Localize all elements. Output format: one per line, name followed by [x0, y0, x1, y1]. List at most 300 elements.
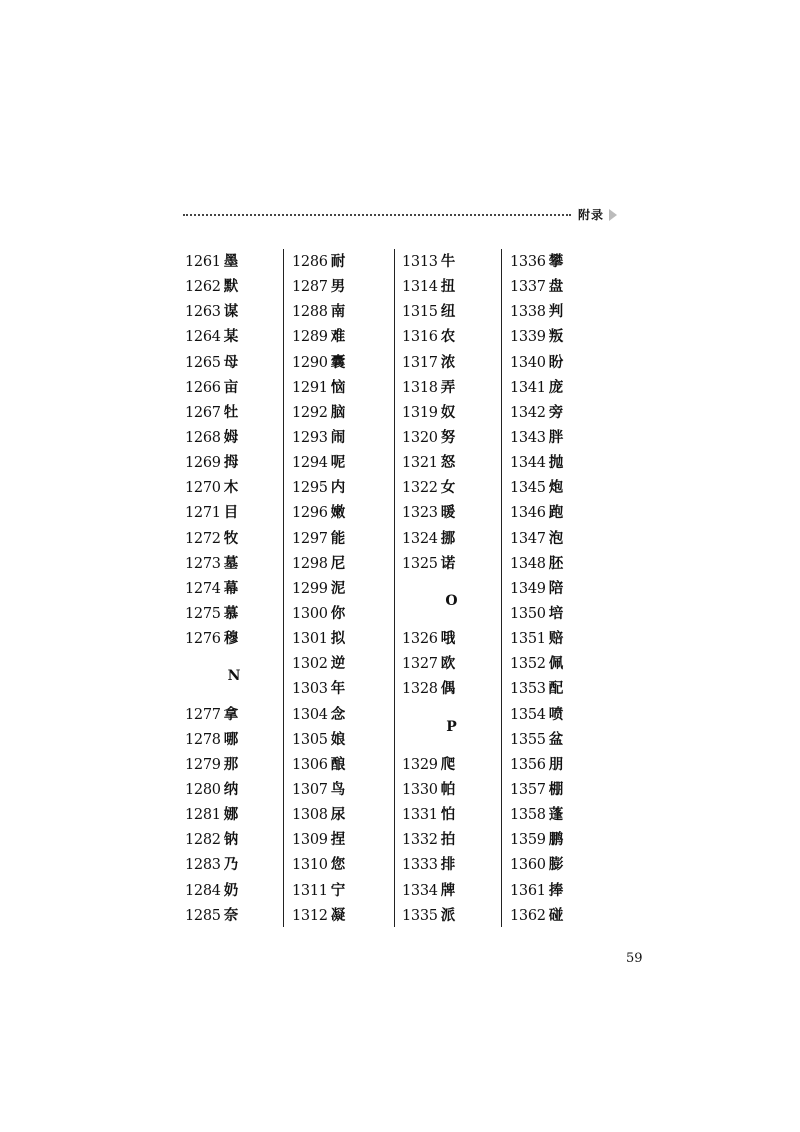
entry-character: 排 — [440, 856, 456, 874]
entry-character: 培 — [548, 604, 564, 622]
entry-character: 默 — [223, 278, 239, 296]
list-item — [292, 702, 394, 727]
list-item — [292, 626, 394, 651]
entry-number: 1347 — [510, 530, 546, 547]
entry-number: 1311 — [292, 882, 328, 899]
list-item — [185, 425, 283, 450]
list-item — [185, 299, 283, 324]
section-heading: P — [446, 718, 457, 735]
list-item — [402, 475, 501, 500]
entry-character: 朋 — [548, 755, 564, 773]
list-item — [292, 777, 394, 802]
entry-character: 拟 — [330, 630, 346, 648]
entry-character: 酿 — [330, 755, 346, 773]
entry-character: 拿 — [223, 705, 239, 723]
entry-number: 1355 — [510, 731, 546, 748]
list-item — [292, 400, 394, 425]
entry-character: 判 — [548, 303, 564, 321]
entry-number: 1319 — [402, 404, 438, 421]
list-item — [292, 500, 394, 525]
list-item — [185, 450, 283, 475]
entry-character: 尿 — [330, 806, 346, 824]
entry-character: 配 — [548, 680, 564, 698]
entry-number: 1326 — [402, 631, 438, 648]
list-item — [510, 651, 610, 676]
entry-character: 抛 — [548, 454, 564, 472]
entry-character: 炮 — [548, 479, 564, 497]
entry-character: 木 — [223, 479, 239, 497]
list-item — [292, 526, 394, 551]
entry-character: 赔 — [548, 630, 564, 648]
list-item — [185, 626, 283, 651]
entry-number: 1331 — [402, 807, 438, 824]
entry-character: 慕 — [223, 604, 239, 622]
entry-number: 1297 — [292, 530, 328, 547]
entry-number: 1284 — [185, 882, 221, 899]
entry-character: 钠 — [223, 831, 239, 849]
entry-number: 1345 — [510, 480, 546, 497]
entry-character: 攀 — [548, 253, 564, 270]
list-item — [402, 752, 501, 777]
entry-number: 1332 — [402, 832, 438, 849]
list-item — [402, 375, 501, 400]
list-item — [292, 299, 394, 324]
list-item — [292, 601, 394, 626]
entry-number: 1287 — [292, 279, 328, 296]
section-heading: O — [445, 592, 458, 609]
list-item — [402, 450, 501, 475]
list-item — [402, 400, 501, 425]
entry-number: 1293 — [292, 429, 328, 446]
entry-character: 泥 — [330, 579, 346, 597]
entry-character: 幕 — [223, 579, 239, 597]
list-item — [185, 526, 283, 551]
entry-number: 1330 — [402, 781, 438, 798]
list-item — [185, 852, 283, 877]
list-item — [292, 475, 394, 500]
list-item — [510, 676, 610, 701]
header-label: 附录 — [578, 208, 605, 222]
entry-character: 浓 — [440, 353, 456, 371]
entry-character: 牛 — [440, 253, 456, 270]
entry-character: 怒 — [440, 454, 456, 472]
list-item — [510, 526, 610, 551]
entry-character: 捧 — [548, 881, 564, 899]
header-dotted-rule — [183, 214, 571, 216]
entry-character: 怕 — [440, 806, 456, 824]
entry-number: 1338 — [510, 304, 546, 321]
list-item — [292, 249, 394, 274]
entry-character: 奶 — [223, 881, 239, 899]
list-item — [402, 299, 501, 324]
entry-character: 难 — [330, 328, 346, 346]
entry-character: 鸟 — [330, 780, 346, 798]
entry-character: 墨 — [223, 253, 239, 270]
entry-number: 1272 — [185, 530, 221, 547]
entry-character: 胖 — [548, 428, 564, 446]
entry-character: 盼 — [548, 353, 564, 371]
list-item — [292, 450, 394, 475]
triangle-right-icon — [609, 209, 617, 221]
list-item — [185, 400, 283, 425]
entry-character: 娘 — [330, 730, 346, 748]
entry-character: 扭 — [440, 278, 456, 296]
entry-number: 1315 — [402, 304, 438, 321]
list-item — [185, 827, 283, 852]
list-item — [402, 777, 501, 802]
list-item — [185, 249, 283, 274]
list-item — [292, 324, 394, 349]
entry-number: 1313 — [402, 254, 438, 270]
entry-character: 耐 — [330, 253, 346, 270]
list-item — [402, 852, 501, 877]
entry-number: 1310 — [292, 857, 328, 874]
entry-character: 男 — [330, 278, 346, 296]
list-item — [292, 852, 394, 877]
list-item — [185, 551, 283, 576]
entry-number: 1357 — [510, 781, 546, 798]
entry-number: 1360 — [510, 857, 546, 874]
list-item — [510, 727, 610, 752]
list-item — [510, 425, 610, 450]
entry-number: 1317 — [402, 354, 438, 371]
entry-number: 1276 — [185, 631, 221, 648]
entry-number: 1302 — [292, 656, 328, 673]
entry-character: 鹏 — [548, 831, 564, 849]
entry-number: 1342 — [510, 404, 546, 421]
entry-number: 1299 — [292, 580, 328, 597]
entry-number: 1329 — [402, 756, 438, 773]
entry-character: 谋 — [223, 303, 239, 321]
entry-number: 1294 — [292, 455, 328, 472]
list-item — [510, 702, 610, 727]
entry-number: 1356 — [510, 756, 546, 773]
entry-number: 1298 — [292, 555, 328, 572]
list-item — [510, 626, 610, 651]
entry-number: 1351 — [510, 631, 546, 648]
entry-character: 胚 — [548, 554, 564, 572]
list-item — [402, 802, 501, 827]
entry-number: 1275 — [185, 605, 221, 622]
list-item — [510, 350, 610, 375]
entry-character: 拇 — [223, 454, 239, 472]
entry-character: 那 — [223, 755, 239, 773]
list-item — [402, 903, 501, 928]
list-item — [402, 249, 501, 274]
entry-number: 1286 — [292, 254, 328, 270]
entry-character: 娜 — [223, 806, 239, 824]
list-item — [292, 752, 394, 777]
list-item — [185, 903, 283, 928]
entry-character: 盆 — [548, 730, 564, 748]
entry-number: 1336 — [510, 254, 546, 270]
entry-number: 1325 — [402, 555, 438, 572]
list-item — [185, 475, 283, 500]
entry-character: 泡 — [548, 529, 564, 547]
list-item — [402, 827, 501, 852]
entry-number: 1307 — [292, 781, 328, 798]
entry-character: 母 — [223, 353, 239, 371]
entry-character: 某 — [223, 328, 239, 346]
entry-number: 1327 — [402, 656, 438, 673]
list-item — [292, 425, 394, 450]
entry-character: 弄 — [440, 378, 456, 396]
list-item — [402, 626, 501, 651]
entry-number: 1264 — [185, 329, 221, 346]
entry-character: 佩 — [548, 655, 564, 673]
entry-number: 1359 — [510, 832, 546, 849]
list-item — [510, 903, 610, 928]
list-item — [510, 827, 610, 852]
list-item — [510, 551, 610, 576]
entry-character: 旁 — [548, 403, 564, 421]
entry-number: 1316 — [402, 329, 438, 346]
entry-character: 碰 — [548, 906, 564, 924]
entry-character: 奴 — [440, 403, 456, 421]
list-item — [510, 500, 610, 525]
entry-number: 1271 — [185, 505, 221, 522]
list-item — [510, 249, 610, 274]
entry-character: 挪 — [440, 529, 456, 547]
entry-number: 1269 — [185, 455, 221, 472]
entry-number: 1312 — [292, 907, 328, 924]
list-item — [402, 500, 501, 525]
list-item — [510, 777, 610, 802]
entry-character: 墓 — [223, 554, 239, 572]
entry-number: 1361 — [510, 882, 546, 899]
entry-number: 1350 — [510, 605, 546, 622]
entry-number: 1349 — [510, 580, 546, 597]
entry-character: 逆 — [330, 655, 346, 673]
entry-number: 1348 — [510, 555, 546, 572]
entry-number: 1340 — [510, 354, 546, 371]
entry-number: 1322 — [402, 480, 438, 497]
list-item — [292, 375, 394, 400]
list-item — [510, 878, 610, 903]
entry-number: 1288 — [292, 304, 328, 321]
entry-number: 1296 — [292, 505, 328, 522]
list-item — [185, 324, 283, 349]
entry-number: 1263 — [185, 304, 221, 321]
entry-character: 棚 — [548, 780, 564, 798]
entry-character: 盘 — [548, 278, 564, 296]
list-item — [510, 324, 610, 349]
entry-number: 1274 — [185, 580, 221, 597]
list-item — [185, 375, 283, 400]
list-item — [510, 450, 610, 475]
entry-number: 1337 — [510, 279, 546, 296]
entry-character: 膨 — [548, 856, 564, 874]
entry-character: 目 — [223, 504, 239, 522]
entry-number: 1353 — [510, 681, 546, 698]
entry-number: 1303 — [292, 681, 328, 698]
entry-character: 捏 — [330, 831, 346, 849]
entry-number: 1280 — [185, 781, 221, 798]
entry-number: 1279 — [185, 756, 221, 773]
list-item — [402, 350, 501, 375]
entry-number: 1290 — [292, 354, 328, 371]
entry-number: 1262 — [185, 279, 221, 296]
entry-number: 1308 — [292, 807, 328, 824]
entry-character: 派 — [440, 906, 456, 924]
list-item — [510, 299, 610, 324]
entry-number: 1334 — [402, 882, 438, 899]
entry-number: 1278 — [185, 731, 221, 748]
entry-character: 偶 — [440, 680, 456, 698]
entry-character: 庞 — [548, 378, 564, 396]
entry-number: 1323 — [402, 505, 438, 522]
entry-character: 宁 — [330, 881, 346, 899]
entry-number: 1333 — [402, 857, 438, 874]
entry-character: 恼 — [330, 378, 346, 396]
entry-number: 1289 — [292, 329, 328, 346]
entry-number: 1362 — [510, 907, 546, 924]
list-item — [292, 350, 394, 375]
list-item — [185, 777, 283, 802]
entry-character: 纽 — [440, 303, 456, 321]
section-heading: N — [227, 668, 241, 685]
entry-character: 年 — [330, 680, 346, 698]
list-item — [185, 802, 283, 827]
list-item — [292, 651, 394, 676]
entry-character: 内 — [330, 479, 346, 497]
entry-number: 1304 — [292, 706, 328, 723]
list-item — [185, 274, 283, 299]
entry-character: 您 — [330, 856, 346, 874]
entry-character: 欧 — [440, 655, 456, 673]
entry-number: 1354 — [510, 706, 546, 723]
entry-character: 蓬 — [548, 806, 564, 824]
column-1 — [185, 249, 284, 927]
entry-number: 1265 — [185, 354, 221, 371]
entry-character: 纳 — [223, 780, 239, 798]
list-item — [510, 475, 610, 500]
list-item — [402, 551, 501, 576]
entry-character: 呢 — [330, 454, 346, 472]
page-number: 59 — [626, 951, 643, 966]
entry-number: 1335 — [402, 907, 438, 924]
entry-character: 帕 — [440, 780, 456, 798]
entry-number: 1344 — [510, 455, 546, 472]
list-item — [292, 827, 394, 852]
list-item — [292, 551, 394, 576]
entry-number: 1318 — [402, 379, 438, 396]
entry-character: 嫩 — [330, 504, 346, 522]
entry-number: 1295 — [292, 480, 328, 497]
entry-character: 拍 — [440, 831, 456, 849]
entry-number: 1281 — [185, 807, 221, 824]
entry-number: 1305 — [292, 731, 328, 748]
column-3 — [402, 249, 502, 927]
list-item — [402, 878, 501, 903]
entry-number: 1343 — [510, 429, 546, 446]
entry-number: 1358 — [510, 807, 546, 824]
entry-number: 1282 — [185, 832, 221, 849]
entry-number: 1321 — [402, 455, 438, 472]
entry-character: 念 — [330, 705, 346, 723]
list-item — [402, 676, 501, 701]
entry-character: 姆 — [223, 428, 239, 446]
entry-character: 暖 — [440, 504, 456, 522]
entry-character: 穆 — [223, 630, 239, 648]
entry-number: 1309 — [292, 832, 328, 849]
entry-character: 奈 — [223, 906, 239, 924]
entry-number: 1267 — [185, 404, 221, 421]
entry-character: 你 — [330, 604, 346, 622]
list-item — [185, 752, 283, 777]
column-4 — [510, 249, 610, 927]
entry-character: 叛 — [548, 328, 564, 346]
entry-number: 1273 — [185, 555, 221, 572]
list-item — [185, 576, 283, 601]
entry-character: 牌 — [440, 881, 456, 899]
list-item — [510, 375, 610, 400]
list-item — [510, 400, 610, 425]
entry-character: 牧 — [223, 529, 239, 547]
list-item — [402, 651, 501, 676]
entry-character: 尼 — [330, 554, 346, 572]
entry-number: 1300 — [292, 605, 328, 622]
list-item — [292, 802, 394, 827]
list-item — [402, 526, 501, 551]
entry-number: 1320 — [402, 429, 438, 446]
list-item — [185, 500, 283, 525]
list-item — [185, 350, 283, 375]
entry-number: 1346 — [510, 505, 546, 522]
entry-number: 1324 — [402, 530, 438, 547]
list-item — [185, 878, 283, 903]
entry-number: 1306 — [292, 756, 328, 773]
entry-number: 1291 — [292, 379, 328, 396]
entry-character: 哪 — [223, 730, 239, 748]
list-item — [292, 676, 394, 701]
list-item — [510, 601, 610, 626]
entry-character: 喷 — [548, 705, 564, 723]
entry-number: 1285 — [185, 907, 221, 924]
column-2 — [292, 249, 395, 927]
entry-character: 能 — [330, 529, 346, 547]
entry-character: 爬 — [440, 755, 456, 773]
entry-character: 乃 — [223, 856, 239, 874]
entry-number: 1314 — [402, 279, 438, 296]
entry-character: 脑 — [330, 403, 346, 421]
entry-number: 1261 — [185, 254, 221, 270]
list-item — [510, 852, 610, 877]
list-item — [402, 274, 501, 299]
list-item — [510, 752, 610, 777]
entry-number: 1283 — [185, 857, 221, 874]
entry-character: 凝 — [330, 906, 346, 924]
list-item — [510, 802, 610, 827]
list-item — [292, 903, 394, 928]
entry-number: 1352 — [510, 656, 546, 673]
list-item — [292, 274, 394, 299]
list-item — [185, 702, 283, 727]
entry-number: 1341 — [510, 379, 546, 396]
list-item — [510, 576, 610, 601]
list-item — [292, 878, 394, 903]
list-item — [292, 576, 394, 601]
entry-character: 跑 — [548, 504, 564, 522]
entry-number: 1268 — [185, 429, 221, 446]
entry-character: 诺 — [440, 554, 456, 572]
entry-character: 牡 — [223, 403, 239, 421]
entry-number: 1301 — [292, 631, 328, 648]
entry-number: 1270 — [185, 480, 221, 497]
list-item — [402, 425, 501, 450]
entry-character: 南 — [330, 303, 346, 321]
entry-number: 1292 — [292, 404, 328, 421]
